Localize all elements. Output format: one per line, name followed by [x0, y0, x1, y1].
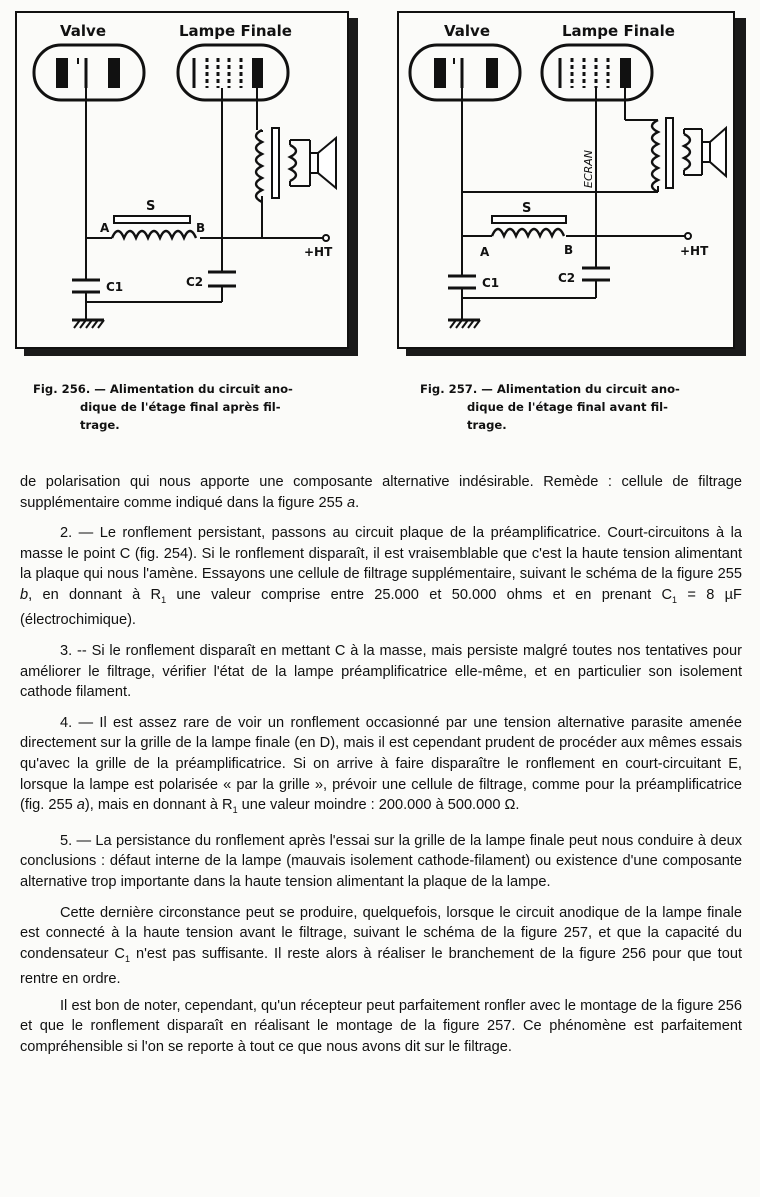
valve-label: Valve [444, 22, 491, 40]
caption-line-1: — Alimentation du circuit ano- [481, 382, 680, 396]
capacitor-c1-label: C1 [106, 280, 124, 294]
caption-line-2: dique de l'étage final après fil- [80, 400, 281, 414]
paragraph: Cette dernière circonstance peut se produire, quelquefois, lorsque le circuit anodique de la lampe finale est connecté à la haute tension avant le filtrage, suivant le schéma de la figure 257, et que la capacité du condensateur $C_1$ n'est pas suffisante. Il reste alors à réaliser le branchement de la figure 256 pour que tout rentre en ordre. [20, 904, 742, 988]
ht-label: +HT [304, 245, 333, 259]
capacitor-c2-label: C2 [558, 271, 576, 285]
lamp-label: Lampe Finale [562, 22, 675, 40]
choke-label-s: S [146, 199, 156, 214]
node-label-a: A [100, 221, 110, 235]
valve-label: Valve [60, 22, 107, 40]
ht-terminal-icon [685, 233, 691, 239]
ecran-label: ECRAN [582, 149, 595, 188]
node-label-b: B [564, 243, 574, 257]
capacitor-c2-label: C2 [186, 275, 204, 289]
caption-number: Fig. 257. [420, 382, 478, 396]
paragraph: Il est bon de noter, cependant, qu'un récepteur peut parfaitement ronfler avec le montage de la figure 256 et que le ronflement disparaît en réalisant le montage de la figure 257. Ce phénomène est parfaitement compréhensible si l'on se reporte à tout ce que nous avons dit sur le filtrage. [20, 997, 742, 1055]
figure-257 [396, 10, 744, 355]
ht-terminal-icon [323, 235, 329, 241]
caption-line-2: dique de l'étage final avant fil- [467, 400, 668, 414]
paragraph: 5. — La persistance du ronflement après l'essai sur la grille de la lampe finale peut nous conduire à deux conclusions : défaut interne de la lampe (mauvais isolement cathode-filament) ou existence d'une composante alternative trop importante dans la haute tension alimentant la plaque de la lampe. [20, 832, 742, 890]
node-label-a: A [480, 245, 490, 259]
capacitor-c1-label: C1 [482, 276, 500, 290]
lamp-label: Lampe Finale [179, 22, 292, 40]
choke-label-s: S [522, 201, 532, 216]
paragraph: 4. — Il est assez rare de voir un ronflement occasionné par une tension alternative parasite amenée directement sur la grille de la lampe finale (en D), mais il est cependant prudent de procéder aux mêmes essais qu'avec la grille de la préamplificatrice. Si on arrive à faire disparaître le ronflement en court-circuitant E, lorsque la lampe est polarisée « par la grille », prévoir une cellule de filtrage, comme pour la préamplificatrice (fig. 255 a), mais en donnant à $R_1$ une valeur moindre : 200.000 à 500.000 Ω. [20, 714, 742, 816]
caption-line-3: trage. [467, 418, 507, 432]
caption-line-1: — Alimentation du circuit ano- [94, 382, 293, 396]
ht-label: +HT [680, 244, 709, 258]
figure-257-caption [420, 380, 740, 434]
figure-256 [14, 10, 354, 355]
paragraph: 3. -- Si le ronflement disparaît en mettant C à la masse, mais persiste malgré toutes nos tentatives pour améliorer le filtrage, vérifier l'état de la lampe préamplificatrice elle-même, et en particulier son isolement cathode filament. [20, 643, 742, 701]
caption-number: Fig. 256. [33, 382, 91, 396]
paragraph: 2. — Le ronflement persistant, passons au circuit plaque de la préamplificatrice. Court-circuitons à la masse le point C (fig. 254). Si le ronflement disparaît, il est vraisemblable que c'est la haute tension alimentant la plaque qui nous l'amène. Essayons une cellule de filtrage supplémentaire, suivant le schéma de la figure 255 b, en donnant à $R_1$ une valeur comprise entre 25.000 et 50.000 ohms et en prenant $C_1 = 8$ µF (électrochimique). [20, 525, 742, 629]
figure-256-caption [33, 380, 353, 434]
node-label-b: B [196, 221, 206, 235]
body-text [20, 472, 742, 1068]
caption-line-3: trage. [80, 418, 120, 432]
paragraph: de polarisation qui nous apporte une composante alternative indésirable. Remède : cellule de filtrage supplémentaire comme indiqué dans la figure 255 a. [20, 474, 742, 511]
